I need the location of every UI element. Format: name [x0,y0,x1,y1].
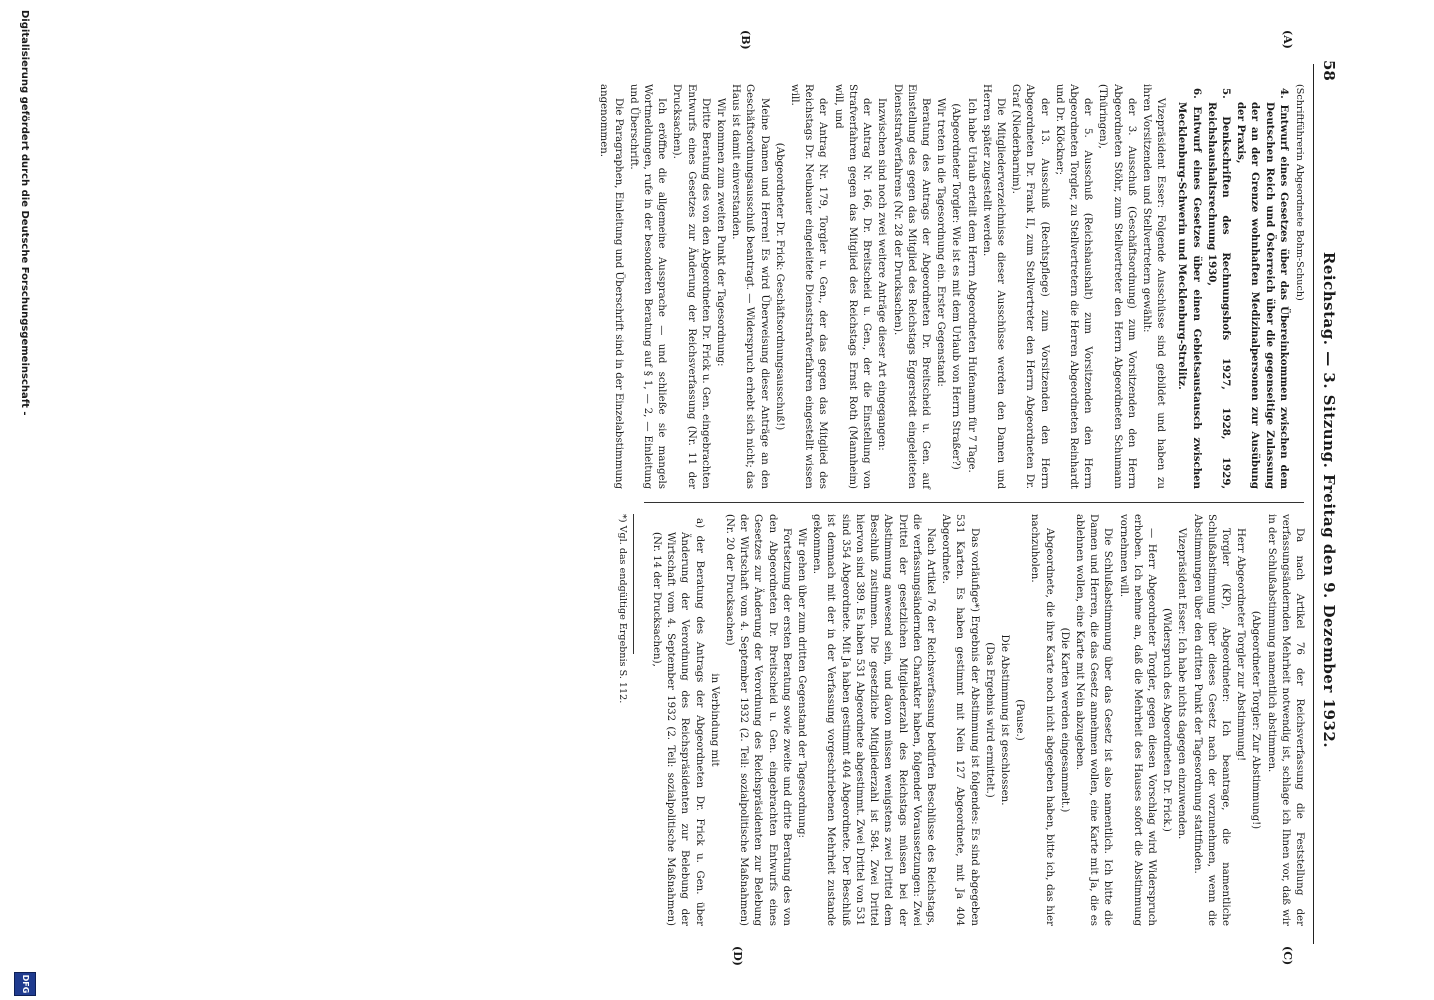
margin-letter-d: (D) [731,946,744,966]
paragraph: Wir gehen über zum dritten Gegenstand der Tagesordnung: [796,528,808,838]
paragraph: Wir kommen zum zweiten Punkt der Tagesordnung: [715,98,727,367]
margin-letter-b: (B) [739,30,752,50]
agenda-item-4: 4. Entwurf eines Gesetzes über das Übereinkommen zwischen dem Deutschen Reich und Österreich über die gegenseitige Zulassung der an der Grenze wohnhaften Medizinalpersonen zur Ausübung der Praxis, [1235,88,1290,489]
margin-letter-a: (A) [1281,30,1294,49]
footnote-rule [633,514,634,654]
paragraph: Inzwischen sind noch zwei weitere Anträge dieser Art eingegangen: [876,98,888,451]
margin-letter-c: (C) [1281,946,1294,966]
interjection: (Abgeordneter Dr. Frick: Geschäftsordnungsausschuß!) [773,142,785,431]
paragraph: in Verbindung mit [708,673,720,767]
paragraph: Nach Artikel 76 der Reichsverfassung bedürfen Beschlüsse des Reichstags, die verfassungsändernden Charakter haben, folgender Voraussetzungen: Zwei Drittel der gesetzlichen Mitgliederzahl des Reichstags müssen bei der Abstimmung anwesend sein, und davon müssen wenigstens zwei Drittel dem Beschluß zustimmen. Die gesetzliche Mitgliederzahl ist 584. Zwei Drittel hiervon sind 389. Es haben 531 Abgeordnete abgestimmt. Zwei Drittel von 531 sind 354 Abgeordnete. Mit Ja haben gestimmt 404 Abgeordnete. Der Beschluß ist demnach mit der in der Verfassung vorgeschriebenen Mehrheit zustande gekommen. [811,514,936,926]
paragraph: — Herr Abgeordneter Torgler, gegen diesen Vorschlag wird Widerspruch erhoben. Ich nehme an, daß die Mehrheit des Hauses sofort die Abstimmung vornehmen will. [1117,514,1157,926]
interjection: (Abgeordneter Torgler: Zur Abstimmung!) [1250,610,1262,830]
interjection: (Pause.) [1014,699,1026,741]
paragraph: Vizepräsident Esser: Folgende Ausschüsse sind gebildet und haben zu ihren Vorsitzenden und Stellvertretern gewählt: [1140,84,1167,489]
agenda-motion: Dritte Beratung des von den Abgeordneten Dr. Frick u. Gen. eingebrachten Entwurfs eines Gesetzes zur Änderung der Reichsverfassung (Nr. 11 der Drucksachen). [671,84,711,489]
paragraph: Ich habe Urlaub erteilt dem Herrn Abgeordneten Hufenamm für 7 Tage. [965,98,977,473]
agenda-item-5: 5. Denkschriften des Rechnungshofs 1927, 1928, 1929, Reichshaushaltsrechnung 1930, [1205,88,1232,489]
speaker-tag: (Schriftführerin Abgeordnete Bohm-Schuch) [1294,84,1305,301]
paragraph: Meine Damen und Herren! Es wird Überweisung dieser Anträge an den Geschäftsordnungsausschuß beantragt. — Widerspruch erhebt sich nicht; das Haus ist damit einverstanden. [730,84,770,489]
paragraph: Wir treten in die Tagesordnung ein. Erster Gegenstand: [935,98,947,387]
credit-text: Digitalisierung gefördert durch die Deutsche Forschungsgemeinschaft - [19,10,30,416]
interjection: (Widerspruch des Abgeordneten Dr. Frick.) [1161,608,1173,832]
paragraph: Die Paragraphen, Einleitung und Überschrift sind in der Einzelabstimmung angenommen. [598,84,624,489]
footnote: *) Vgl. das endgültige Ergebnis S. 112. [617,514,628,704]
dfg-logo: DFG [14,972,36,996]
paragraph: Die Abstimmung ist geschlossen. [998,634,1010,806]
paragraph: Abgeordnete, die ihre Karte noch nicht abgegeben haben, bitte ich, das hier nachzuholen. [1029,514,1055,926]
digitization-credit [10,0,38,1000]
paragraph: Torgler (KP), Abgeordneter: Ich beantrage, die namentliche Schlußabstimmung über dieses Gesetz nach der vorzunehmen, wenn die Abstimmungen über den dritten Punkt der Tagesordnung stattfinden. [1191,514,1231,926]
interjection: (Abgeordneter Torgler: Wie ist es mit dem Urlaub von Herrn Straßer?) [950,103,962,470]
agenda-item-6: 6. Entwurf eines Gesetzes über einen Gebietsaustausch zwischen Mecklenburg-Schwerin und Mecklenburg-Strelitz. [1176,88,1203,489]
paragraph: Das vorläufige*) Ergebnis der Abstimmung ist folgendes: Es sind abgegeben 531 Karten. Es haben gestimmt mit Nein 127 Abgeordnete, mit Ja 404 Abgeordnete. [940,514,980,926]
column-separator [644,502,1304,503]
paragraph: der Antrag Nr. 166, Dr. Breitscheid u. Gen., der die Einstellung von Strafverfahren gegen das Mitglied des Reichstags Ernst Roth (Mannheim) will, und [832,84,873,489]
paragraph: Da nach Artikel 76 der Reichsverfassung die Feststellung der verfassungsändernden Mehrheit notwendig ist, schlage ich Ihnen vor, daß wir in der Schlußabstimmung namentlich abstimmen. [1265,514,1305,926]
paragraph: Vizepräsident Esser: Ich habe nichts dagegen einzuwenden. [1176,528,1188,840]
paragraph: der 13. Ausschuß (Rechtspflege) zum Vorsitzenden den Herrn Abgeordneten Dr. Frank II, zum Stellvertreter den Herrn Abgeordneten Dr. Graf (Niederbarnim). [1010,84,1050,489]
interjection: (Die Karten werden eingesammelt.) [1058,627,1070,813]
paragraph: Herr Abgeordneter Torgler zur Abstimmung! [1235,528,1247,762]
agenda-motion: Beratung des Antrags der Abgeordneten Dr. Breitscheid u. Gen. auf Einstellung des gegen das Mitglied des Reichstags Eggerstedt eingeleiteten Dienststrafverfahrens (Nr. 28 der Drucksachen). [891,84,931,489]
page-number: 58 [1320,60,1338,81]
paragraph: Ich eröffne die allgemeine Aussprache — und schließe sie mangels Wortmeldungen, rufe in der besonderen Beratung auf § 1, — 2, — Einleitung und Überschrift. [627,84,668,489]
paragraph: der 3. Ausschuß (Geschäftsordnung) zum Vorsitzenden den Herrn Abgeordneten Stöhr, zum Stellvertreter den Herrn Abgeordneten Schumann (Thüringen), [1097,84,1137,489]
paragraph: der Antrag Nr. 179, Torgler u. Gen., der das gegen das Mitglied des Reichstags Dr. Neubauer eingeleitete Dienststrafverfahren eingestellt wissen will. [789,84,829,489]
page-header [1316,60,1338,940]
page-title: Reichstag. — 3. Sitzung. Freitag den 9. Dezember 1932. [1320,251,1338,749]
left-column [595,84,1306,489]
paragraph: Die Mitgliederverzeichnisse dieser Ausschüsse werden den Damen und Herren später zugestellt werden. [980,84,1006,489]
paragraph: Die Schlußabstimmung über das Gesetz ist also namentlich. Ich bitte die Damen und Herren, die das Gesetz annehmen wollen, eine Karte mit Ja, die es ablehnen wollen, eine Karte mit Nein abzugeben. [1073,514,1114,926]
agenda-motion: a) der Beratung des Antrags der Abgeordneten Dr. Frick u. Gen. über Änderung der Verordnung des Reichspräsidenten zur Belebung der Wirtschaft vom 4. September 1932 (2. Teil: sozialpolitische Maßnahmen) (Nr. 14 der Drucksachen), [651,518,705,926]
agenda-motion: Fortsetzung der ersten Beratung sowie zweite und dritte Beratung des von den Abgeordneten Dr. Breitscheid u. Gen. eingebrachten Entwurfs eines Gesetzes zur Änderung der Verordnung des Reichspräsidenten zur Belebung der Wirtschaft vom 4. September 1932 (2. Teil: sozialpolitische Maßnahmen) (Nr. 20 der Drucksachen) [724,514,792,926]
right-column [648,514,1306,926]
interjection: (Das Ergebnis wird ermittelt.) [983,642,995,798]
paragraph: der 5. Ausschuß (Reichshaushalt) zum Vorsitzenden den Herrn Abgeordneten Torgler, zu Stellvertretern die Herren Abgeordneten Reinhardt und Dr. Klöckner; [1053,84,1094,489]
header-rule [1313,64,1314,944]
